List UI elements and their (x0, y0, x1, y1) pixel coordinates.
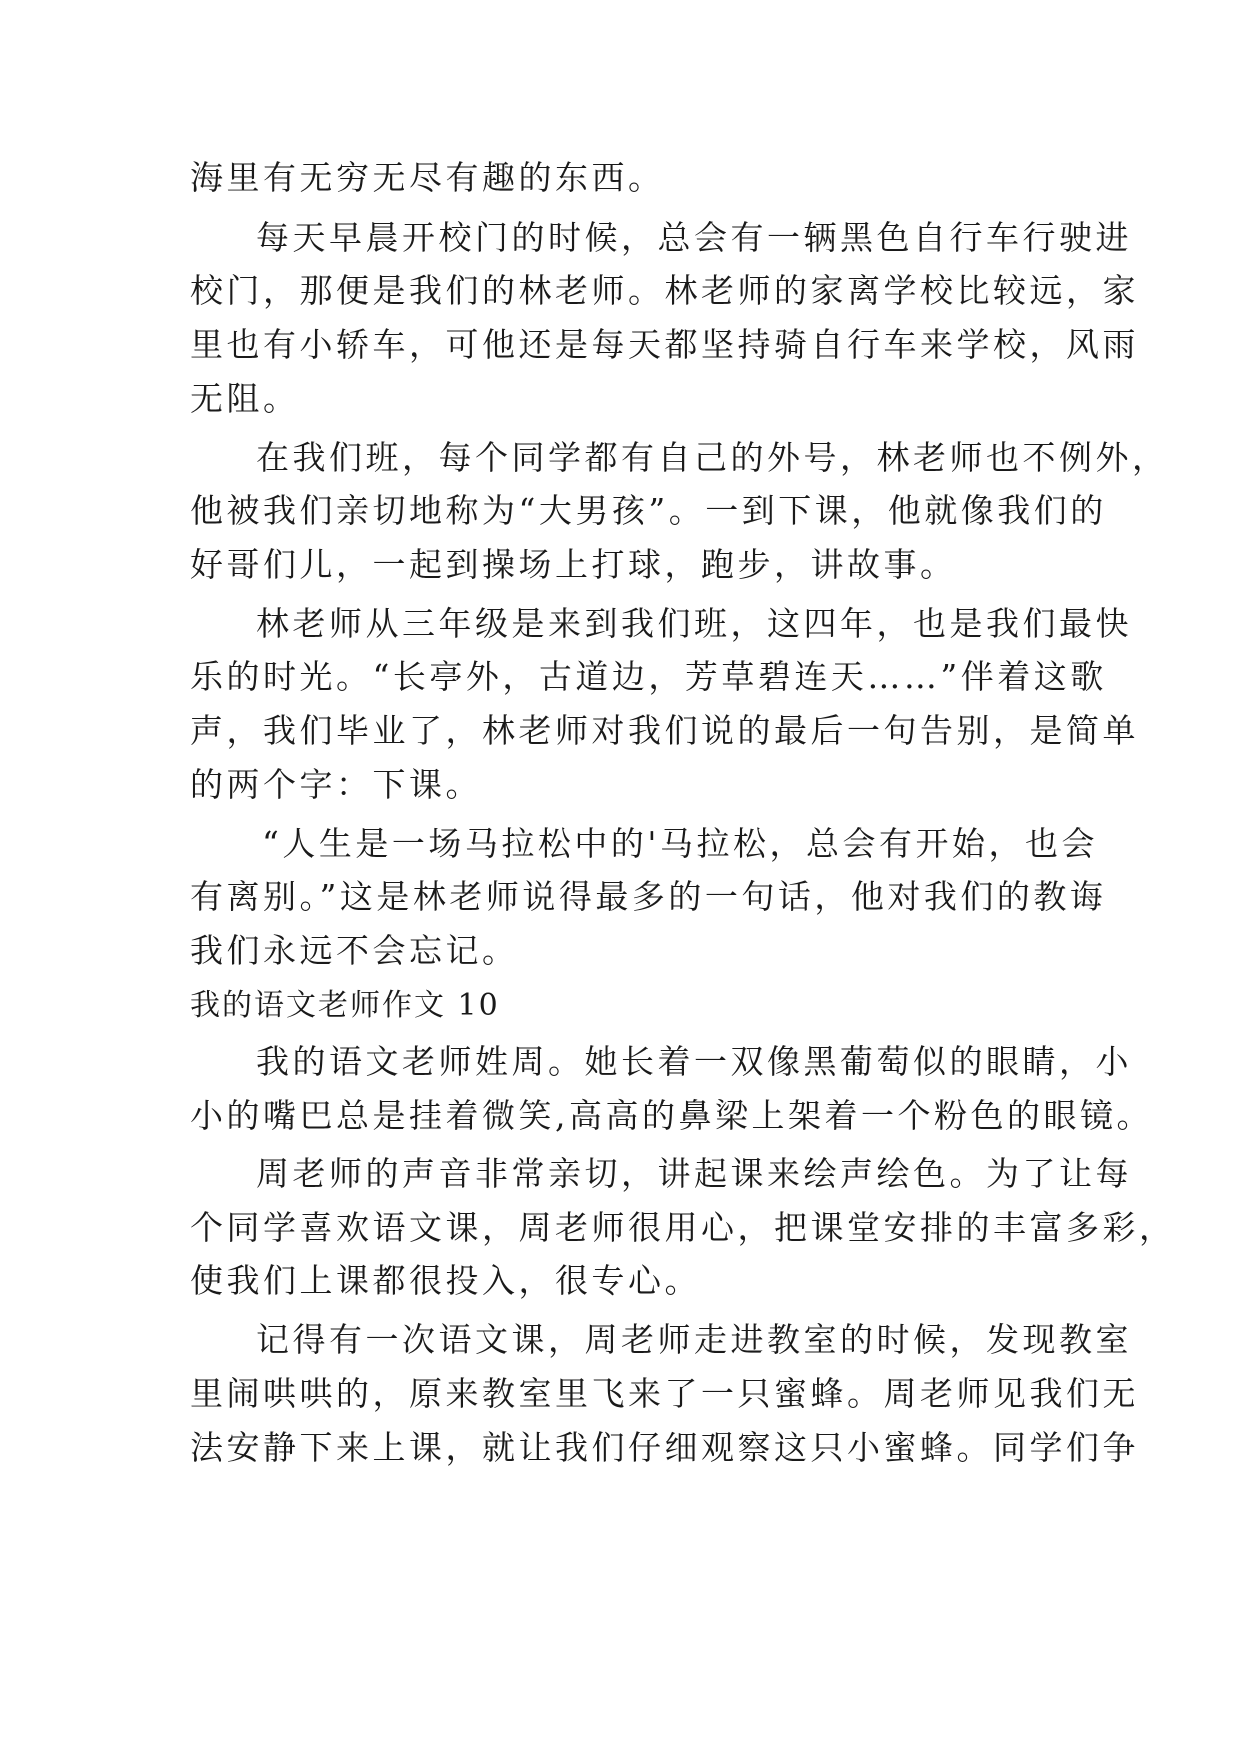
text-line: 个同学喜欢语文课，周老师很用心，把课堂安排的丰富多彩， (190, 1208, 1176, 1247)
text-line: 无阻。 (190, 379, 300, 418)
paragraph-first-line: 每天早晨开校门的时候，总会有一辆黑色自行车行驶进 (256, 218, 1132, 257)
section-heading: 我的语文老师作文 10 (190, 988, 500, 1023)
text-line: 海里有无穷无尽有趣的东西。 (190, 158, 665, 197)
text-line: 法安静下来上课，就让我们仔细观察这只小蜜蜂。同学们争 (190, 1428, 1139, 1467)
text-line: 声，我们毕业了，林老师对我们说的最后一句告别，是简单 (190, 711, 1139, 750)
text-line: 小的嘴巴总是挂着微笑,高高的鼻梁上架着一个粉色的眼镜。 (190, 1096, 1153, 1135)
text-line: 我们永远不会忘记。 (190, 931, 519, 970)
paragraph-first-line: 在我们班，每个同学都有自己的外号，林老师也不例外， (256, 438, 1169, 477)
text-line: 他被我们亲切地称为“大男孩”。一到下课，他就像我们的 (190, 491, 1107, 530)
paragraph-first-line: 记得有一次语文课，周老师走进教室的时候，发现教室 (256, 1320, 1132, 1359)
paragraph-first-line: 我的语文老师姓周。她长着一双像黑葡萄似的眼睛，小 (256, 1042, 1132, 1081)
text-line: 里闹哄哄的，原来教室里飞来了一只蜜蜂。周老师见我们无 (190, 1374, 1139, 1413)
text-line: 乐的时光。“长亭外，古道边，芳草碧连天……”伴着这歌 (190, 657, 1107, 696)
text-line: 有离别。”这是林老师说得最多的一句话，他对我们的教诲 (190, 877, 1107, 916)
text-line: 使我们上课都很投入，很专心。 (190, 1261, 701, 1300)
text-line: 好哥们儿，一起到操场上打球，跑步，讲故事。 (190, 545, 957, 584)
text-line: 里也有小轿车，可他还是每天都坚持骑自行车来学校，风雨 (190, 325, 1139, 364)
text-line: 的两个字：下课。 (190, 765, 482, 804)
text-line: 校门，那便是我们的林老师。林老师的家离学校比较远，家 (190, 271, 1139, 310)
paragraph-first-line: 林老师从三年级是来到我们班，这四年，也是我们最快 (256, 604, 1132, 643)
paragraph-first-line: “人生是一场马拉松中的'马拉松，总会有开始，也会 (262, 824, 1098, 863)
paragraph-first-line: 周老师的声音非常亲切，讲起课来绘声绘色。为了让每 (256, 1154, 1132, 1193)
